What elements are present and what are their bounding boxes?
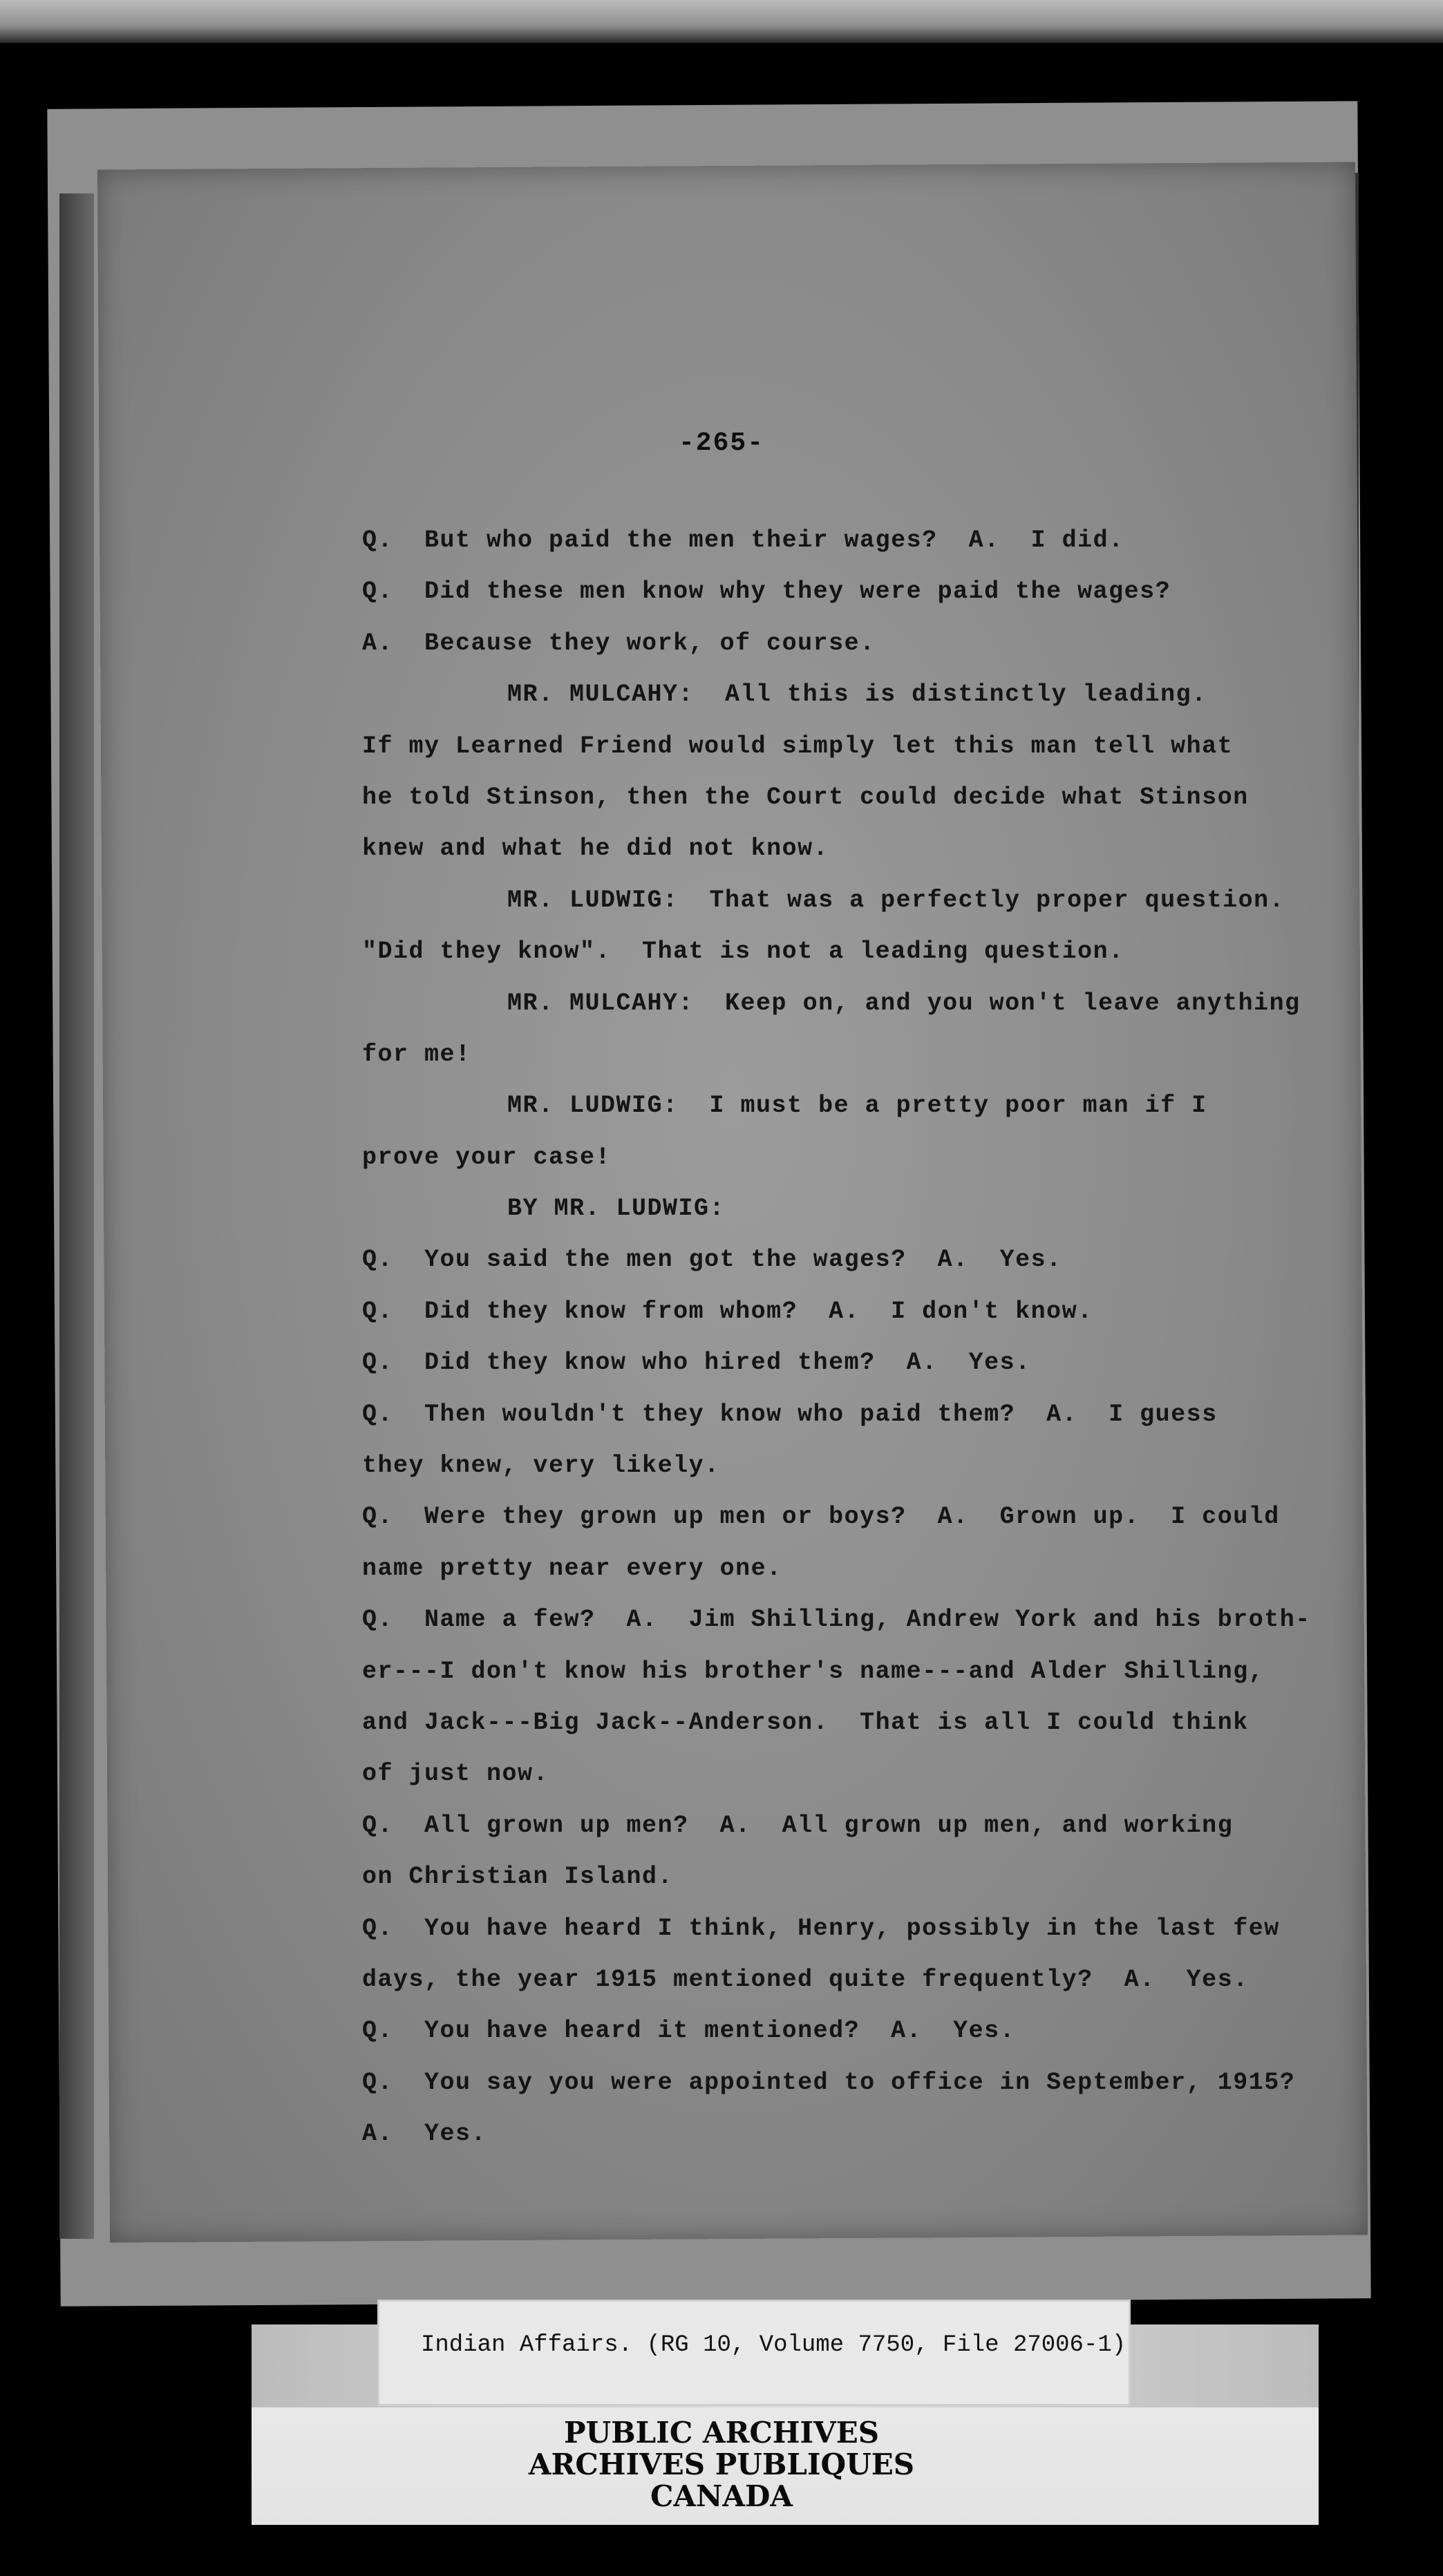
transcript-line: "Did they know". That is not a leading question. <box>362 938 1124 966</box>
transcript-line: A. Because they work, of course. <box>362 629 876 657</box>
transcript-line: Q. Were they grown up men or boys? A. Grown up. I could <box>362 1503 1280 1531</box>
transcript-line: MR. LUDWIG: I must be a pretty poor man if I <box>507 1092 1207 1120</box>
transcript-line: and Jack---Big Jack--Anderson. That is all I could think <box>362 1708 1249 1736</box>
transcript-line: MR. MULCAHY: Keep on, and you won't leave anything <box>507 989 1301 1017</box>
archives-line-english: PUBLIC ARCHIVES <box>563 2416 880 2450</box>
transcript-line: If my Learned Friend would simply let this man tell what <box>362 732 1234 760</box>
transcript-line: name pretty near every one. <box>362 1554 782 1582</box>
transcript-line: of just now. <box>362 1760 549 1788</box>
transcript-line: BY MR. LUDWIG: <box>507 1195 726 1223</box>
paper-left-edge <box>59 193 94 2239</box>
transcript-line: A. Yes. <box>362 2120 487 2148</box>
page-number: -265- <box>678 428 765 458</box>
transcript-line: Q. Did they know from whom? A. I don't know. <box>362 1297 1093 1325</box>
transcript-line: Q. You said the men got the wages? A. Yes. <box>362 1246 1062 1274</box>
transcript-body <box>362 515 1357 2160</box>
transcript-line: Q. Then wouldn't they know who paid them? A. I guess <box>362 1400 1218 1428</box>
transcript-line: MR. LUDWIG: That was a perfectly proper question. <box>507 886 1285 914</box>
transcript-line: er---I don't know his brother's name---and Alder Shilling, <box>362 1657 1265 1685</box>
archive-reference-tag <box>377 2300 1131 2406</box>
transcript-line: they knew, very likely. <box>362 1452 720 1480</box>
transcript-line: Q. But who paid the men their wages? A. I did. <box>362 527 1124 554</box>
transcript-line: Q. Name a few? A. Jim Shilling, Andrew York and his broth- <box>362 1606 1311 1634</box>
transcript-line: Q. You have heard it mentioned? A. Yes. <box>362 2017 1016 2045</box>
transcript-line: Q. Did these men know why they were paid the wages? <box>362 578 1171 606</box>
transcript-line: Q. All grown up men? A. All grown up men, and working <box>362 1811 1234 1839</box>
archive-reference-text: Indian Affairs. (RG 10, Volume 7750, File 27006-1) <box>421 2332 1126 2358</box>
archives-line-country: CANADA <box>650 2479 793 2513</box>
transcript-line: on Christian Island. <box>362 1863 674 1891</box>
transcript-line: he told Stinson, then the Court could decide what Stinson <box>362 783 1249 811</box>
transcript-line: knew and what he did not know. <box>362 835 829 863</box>
transcript-line: for me! <box>362 1040 471 1068</box>
transcript-line: Q. You have heard I think, Henry, possibly in the last few <box>362 1914 1280 1942</box>
archives-line-french: ARCHIVES PUBLIQUES <box>528 2447 915 2481</box>
transcript-line: MR. MULCAHY: All this is distinctly leading. <box>507 681 1207 709</box>
transcript-line: days, the year 1915 mentioned quite frequently? A. Yes. <box>362 1965 1249 1993</box>
film-top-strip <box>0 0 1443 43</box>
transcript-line: prove your case! <box>362 1143 612 1171</box>
transcript-line: Q. Did they know who hired them? A. Yes. <box>362 1349 1031 1377</box>
transcript-line: Q. You say you were appointed to office in September, 1915? <box>362 2068 1296 2096</box>
